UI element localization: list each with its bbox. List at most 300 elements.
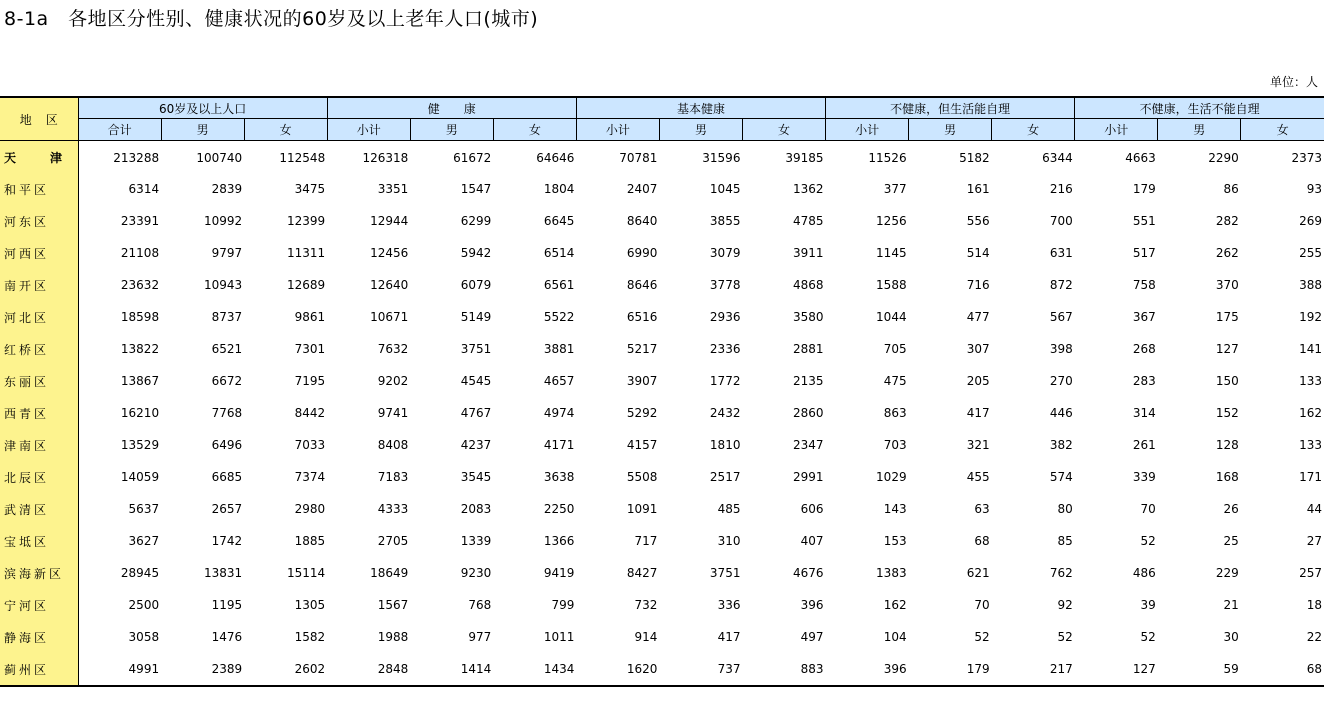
table-row bbox=[0, 269, 1324, 301]
value-cell: 52 bbox=[974, 630, 990, 644]
value-cell: 22 bbox=[1306, 630, 1322, 644]
value-cell: 70 bbox=[1140, 502, 1156, 516]
value-cell: 3855 bbox=[709, 214, 741, 228]
table-row bbox=[0, 301, 1324, 333]
value-cell: 497 bbox=[800, 630, 824, 644]
value-cell: 127 bbox=[1215, 342, 1239, 356]
value-cell: 28945 bbox=[120, 566, 160, 580]
value-cell: 703 bbox=[883, 438, 907, 452]
value-cell: 229 bbox=[1215, 566, 1239, 580]
table-row bbox=[0, 397, 1324, 429]
value-cell: 3881 bbox=[543, 342, 575, 356]
value-cell: 12944 bbox=[370, 214, 409, 228]
value-cell: 1476 bbox=[211, 630, 243, 644]
value-cell: 9797 bbox=[211, 246, 243, 260]
value-cell: 6314 bbox=[128, 182, 160, 196]
value-cell: 2705 bbox=[377, 534, 409, 548]
value-cell: 6514 bbox=[543, 246, 575, 260]
column-subheader: 女 bbox=[1241, 119, 1324, 141]
value-cell: 2250 bbox=[543, 502, 575, 516]
table-row bbox=[0, 173, 1324, 205]
value-cell: 2336 bbox=[709, 342, 741, 356]
value-cell: 6685 bbox=[211, 470, 243, 484]
value-cell: 12399 bbox=[287, 214, 326, 228]
value-cell: 2290 bbox=[1208, 150, 1239, 165]
value-cell: 13822 bbox=[120, 342, 160, 356]
value-cell: 80 bbox=[1057, 502, 1073, 516]
value-cell: 2347 bbox=[793, 438, 824, 452]
value-cell: 10943 bbox=[203, 278, 243, 292]
region-cell: 津南区 bbox=[0, 429, 78, 461]
value-cell: 152 bbox=[1215, 406, 1239, 420]
value-cell: 13831 bbox=[203, 566, 243, 580]
value-cell: 59 bbox=[1223, 662, 1239, 676]
value-cell: 758 bbox=[1132, 278, 1156, 292]
value-cell: 23632 bbox=[120, 278, 160, 292]
value-cell: 161 bbox=[966, 182, 990, 196]
value-cell: 4785 bbox=[793, 214, 824, 228]
value-cell: 417 bbox=[966, 406, 990, 420]
value-cell: 143 bbox=[883, 502, 907, 516]
group-header-unhealthy-self-care: 不健康，但生活能自理 bbox=[826, 97, 1075, 119]
group-header-healthy: 健 康 bbox=[327, 97, 576, 119]
value-cell: 4676 bbox=[793, 566, 824, 580]
value-cell: 133 bbox=[1299, 374, 1322, 388]
region-cell: 河北区 bbox=[0, 301, 78, 333]
value-cell: 153 bbox=[883, 534, 907, 548]
value-cell: 2407 bbox=[626, 182, 658, 196]
value-cell: 4868 bbox=[793, 278, 824, 292]
table-header bbox=[0, 97, 1324, 141]
value-cell: 4657 bbox=[543, 374, 575, 388]
value-cell: 2860 bbox=[793, 406, 824, 420]
value-cell: 5182 bbox=[959, 150, 990, 165]
value-cell: 39185 bbox=[785, 150, 824, 165]
value-cell: 1256 bbox=[876, 214, 907, 228]
value-cell: 5522 bbox=[543, 310, 575, 324]
value-cell: 18 bbox=[1306, 598, 1322, 612]
value-cell: 567 bbox=[1049, 310, 1073, 324]
value-cell: 367 bbox=[1132, 310, 1156, 324]
table-row bbox=[0, 205, 1324, 237]
value-cell: 7195 bbox=[294, 374, 326, 388]
value-cell: 104 bbox=[883, 630, 907, 644]
value-cell: 179 bbox=[1132, 182, 1156, 196]
value-cell: 255 bbox=[1299, 246, 1322, 260]
value-cell: 283 bbox=[1132, 374, 1156, 388]
value-cell: 3751 bbox=[460, 342, 492, 356]
value-cell: 268 bbox=[1132, 342, 1156, 356]
value-cell: 407 bbox=[800, 534, 824, 548]
value-cell: 64646 bbox=[536, 150, 575, 165]
value-cell: 26 bbox=[1223, 502, 1239, 516]
value-cell: 16210 bbox=[120, 406, 160, 420]
value-cell: 18649 bbox=[370, 566, 409, 580]
value-cell: 6299 bbox=[460, 214, 492, 228]
value-cell: 3079 bbox=[709, 246, 741, 260]
table-row bbox=[0, 333, 1324, 365]
value-cell: 5149 bbox=[460, 310, 492, 324]
value-cell: 68 bbox=[974, 534, 990, 548]
value-cell: 10992 bbox=[203, 214, 243, 228]
value-cell: 70 bbox=[974, 598, 990, 612]
region-cell: 河东区 bbox=[0, 205, 78, 237]
value-cell: 3058 bbox=[128, 630, 160, 644]
region-cell: 宝坻区 bbox=[0, 525, 78, 557]
unit-label: 单位：人 bbox=[1269, 75, 1318, 89]
value-cell: 7768 bbox=[211, 406, 243, 420]
value-cell: 396 bbox=[800, 598, 824, 612]
region-cell: 宁河区 bbox=[0, 589, 78, 621]
value-cell: 12689 bbox=[287, 278, 326, 292]
value-cell: 2500 bbox=[128, 598, 160, 612]
value-cell: 2839 bbox=[211, 182, 243, 196]
value-cell: 1885 bbox=[294, 534, 326, 548]
value-cell: 6990 bbox=[626, 246, 658, 260]
table-row bbox=[0, 429, 1324, 461]
value-cell: 205 bbox=[966, 374, 990, 388]
value-cell: 8427 bbox=[626, 566, 658, 580]
region-column-header: 地区 bbox=[0, 97, 78, 141]
value-cell: 6561 bbox=[543, 278, 575, 292]
value-cell: 2432 bbox=[709, 406, 741, 420]
value-cell: 11311 bbox=[287, 246, 326, 260]
value-cell: 2517 bbox=[709, 470, 741, 484]
value-cell: 1339 bbox=[460, 534, 492, 548]
value-cell: 270 bbox=[1049, 374, 1073, 388]
region-cell: 武清区 bbox=[0, 493, 78, 525]
value-cell: 1810 bbox=[709, 438, 741, 452]
column-subheader: 合计 bbox=[78, 119, 161, 141]
value-cell: 8442 bbox=[294, 406, 326, 420]
value-cell: 1145 bbox=[876, 246, 907, 260]
value-cell: 872 bbox=[1049, 278, 1073, 292]
value-cell: 1434 bbox=[543, 662, 575, 676]
value-cell: 6645 bbox=[543, 214, 575, 228]
column-subheader: 女 bbox=[493, 119, 576, 141]
value-cell: 8737 bbox=[211, 310, 243, 324]
table-row bbox=[0, 237, 1324, 269]
value-cell: 8408 bbox=[377, 438, 409, 452]
value-cell: 398 bbox=[1049, 342, 1073, 356]
value-cell: 86 bbox=[1223, 182, 1239, 196]
value-cell: 6344 bbox=[1042, 150, 1073, 165]
value-cell: 10671 bbox=[370, 310, 409, 324]
value-cell: 27 bbox=[1306, 534, 1322, 548]
column-subheader: 女 bbox=[244, 119, 327, 141]
value-cell: 631 bbox=[1049, 246, 1073, 260]
value-cell: 13529 bbox=[120, 438, 160, 452]
value-cell: 339 bbox=[1132, 470, 1156, 484]
value-cell: 762 bbox=[1049, 566, 1073, 580]
value-cell: 606 bbox=[800, 502, 824, 516]
value-cell: 150 bbox=[1215, 374, 1239, 388]
value-cell: 128 bbox=[1215, 438, 1239, 452]
value-cell: 9202 bbox=[377, 374, 409, 388]
value-cell: 1045 bbox=[709, 182, 741, 196]
value-cell: 3580 bbox=[793, 310, 824, 324]
column-subheader: 男 bbox=[659, 119, 742, 141]
table-body bbox=[0, 141, 1324, 687]
region-cell: 红桥区 bbox=[0, 333, 78, 365]
region-cell: 天 津 bbox=[0, 141, 78, 174]
value-cell: 717 bbox=[634, 534, 658, 548]
value-cell: 8646 bbox=[626, 278, 658, 292]
value-cell: 3907 bbox=[626, 374, 658, 388]
value-cell: 551 bbox=[1132, 214, 1156, 228]
value-cell: 2083 bbox=[460, 502, 492, 516]
value-cell: 4663 bbox=[1125, 150, 1156, 165]
value-cell: 3638 bbox=[543, 470, 575, 484]
value-cell: 141 bbox=[1299, 342, 1322, 356]
value-cell: 44 bbox=[1306, 502, 1322, 516]
value-cell: 1988 bbox=[377, 630, 409, 644]
value-cell: 52 bbox=[1057, 630, 1073, 644]
value-cell: 9861 bbox=[294, 310, 326, 324]
table-row bbox=[0, 525, 1324, 557]
column-subheader: 男 bbox=[1158, 119, 1241, 141]
value-cell: 15114 bbox=[287, 566, 326, 580]
value-cell: 4545 bbox=[460, 374, 492, 388]
value-cell: 63 bbox=[974, 502, 990, 516]
value-cell: 21108 bbox=[120, 246, 160, 260]
table-row bbox=[0, 589, 1324, 621]
value-cell: 25 bbox=[1223, 534, 1239, 548]
value-cell: 455 bbox=[966, 470, 990, 484]
value-cell: 517 bbox=[1132, 246, 1156, 260]
value-cell: 768 bbox=[468, 598, 492, 612]
table-row bbox=[0, 365, 1324, 397]
value-cell: 282 bbox=[1215, 214, 1239, 228]
group-header-total: 60岁及以上人口 bbox=[78, 97, 327, 119]
value-cell: 716 bbox=[966, 278, 990, 292]
value-cell: 2881 bbox=[793, 342, 824, 356]
value-cell: 6079 bbox=[460, 278, 492, 292]
value-cell: 3778 bbox=[709, 278, 741, 292]
value-cell: 574 bbox=[1049, 470, 1073, 484]
value-cell: 1742 bbox=[211, 534, 243, 548]
value-cell: 6672 bbox=[211, 374, 243, 388]
region-cell: 滨海新区 bbox=[0, 557, 78, 589]
value-cell: 257 bbox=[1299, 566, 1322, 580]
value-cell: 1091 bbox=[626, 502, 658, 516]
value-cell: 171 bbox=[1299, 470, 1322, 484]
subheader-row bbox=[0, 119, 1324, 141]
column-subheader: 男 bbox=[410, 119, 493, 141]
value-cell: 52 bbox=[1140, 534, 1156, 548]
region-cell: 西青区 bbox=[0, 397, 78, 429]
table-row bbox=[0, 493, 1324, 525]
value-cell: 314 bbox=[1132, 406, 1156, 420]
value-cell: 3627 bbox=[128, 534, 160, 548]
value-cell: 261 bbox=[1132, 438, 1156, 452]
region-cell: 南开区 bbox=[0, 269, 78, 301]
value-cell: 6521 bbox=[211, 342, 243, 356]
value-cell: 7183 bbox=[377, 470, 409, 484]
value-cell: 514 bbox=[966, 246, 990, 260]
value-cell: 133 bbox=[1299, 438, 1322, 452]
region-cell: 和平区 bbox=[0, 173, 78, 205]
value-cell: 3545 bbox=[460, 470, 492, 484]
column-subheader: 小计 bbox=[826, 119, 909, 141]
value-cell: 621 bbox=[966, 566, 990, 580]
value-cell: 388 bbox=[1299, 278, 1322, 292]
value-cell: 23391 bbox=[120, 214, 160, 228]
value-cell: 100740 bbox=[196, 150, 243, 165]
value-cell: 18598 bbox=[120, 310, 160, 324]
value-cell: 5637 bbox=[128, 502, 160, 516]
value-cell: 52 bbox=[1140, 630, 1156, 644]
value-cell: 68 bbox=[1306, 662, 1322, 676]
column-subheader: 男 bbox=[909, 119, 992, 141]
column-subheader: 小计 bbox=[1075, 119, 1158, 141]
table-row bbox=[0, 621, 1324, 653]
value-cell: 914 bbox=[634, 630, 658, 644]
value-cell: 799 bbox=[551, 598, 575, 612]
value-cell: 9741 bbox=[377, 406, 409, 420]
value-cell: 12640 bbox=[370, 278, 409, 292]
value-cell: 556 bbox=[966, 214, 990, 228]
region-cell: 北辰区 bbox=[0, 461, 78, 493]
region-cell: 蓟州区 bbox=[0, 653, 78, 686]
value-cell: 705 bbox=[883, 342, 907, 356]
value-cell: 377 bbox=[883, 182, 907, 196]
value-cell: 8640 bbox=[626, 214, 658, 228]
value-cell: 2373 bbox=[1291, 150, 1322, 165]
value-cell: 269 bbox=[1299, 214, 1322, 228]
region-cell: 河西区 bbox=[0, 237, 78, 269]
value-cell: 485 bbox=[717, 502, 741, 516]
column-subheader: 小计 bbox=[576, 119, 659, 141]
region-cell: 东丽区 bbox=[0, 365, 78, 397]
value-cell: 2602 bbox=[294, 662, 326, 676]
group-header-unhealthy-no-self-care: 不健康，生活不能自理 bbox=[1075, 97, 1324, 119]
value-cell: 93 bbox=[1306, 182, 1322, 196]
value-cell: 1362 bbox=[793, 182, 824, 196]
value-cell: 7301 bbox=[294, 342, 326, 356]
value-cell: 14059 bbox=[120, 470, 160, 484]
value-cell: 417 bbox=[717, 630, 741, 644]
value-cell: 11526 bbox=[868, 150, 907, 165]
value-cell: 1383 bbox=[876, 566, 907, 580]
value-cell: 39 bbox=[1140, 598, 1156, 612]
value-cell: 2991 bbox=[793, 470, 824, 484]
value-cell: 192 bbox=[1299, 310, 1322, 324]
value-cell: 5508 bbox=[626, 470, 658, 484]
table-row bbox=[0, 557, 1324, 589]
table-row bbox=[0, 141, 1324, 174]
column-subheader: 男 bbox=[161, 119, 244, 141]
value-cell: 168 bbox=[1215, 470, 1239, 484]
value-cell: 477 bbox=[966, 310, 990, 324]
region-cell: 静海区 bbox=[0, 621, 78, 653]
value-cell: 9230 bbox=[460, 566, 492, 580]
value-cell: 1804 bbox=[543, 182, 575, 196]
value-cell: 4974 bbox=[543, 406, 575, 420]
value-cell: 307 bbox=[966, 342, 990, 356]
value-cell: 486 bbox=[1132, 566, 1156, 580]
value-cell: 21 bbox=[1223, 598, 1239, 612]
value-cell: 1029 bbox=[876, 470, 907, 484]
page-title: 8-1a 各地区分性别、健康状况的60岁及以上老年人口(城市) bbox=[4, 8, 539, 30]
value-cell: 370 bbox=[1215, 278, 1239, 292]
value-cell: 61672 bbox=[453, 150, 492, 165]
value-cell: 4157 bbox=[626, 438, 658, 452]
value-cell: 127 bbox=[1132, 662, 1156, 676]
value-cell: 336 bbox=[717, 598, 741, 612]
value-cell: 112548 bbox=[279, 150, 326, 165]
value-cell: 3751 bbox=[709, 566, 741, 580]
value-cell: 30 bbox=[1223, 630, 1239, 644]
value-cell: 2980 bbox=[294, 502, 326, 516]
value-cell: 2657 bbox=[211, 502, 243, 516]
value-cell: 5942 bbox=[460, 246, 492, 260]
value-cell: 126318 bbox=[362, 150, 409, 165]
value-cell: 1305 bbox=[294, 598, 326, 612]
value-cell: 216 bbox=[1049, 182, 1073, 196]
value-cell: 5217 bbox=[626, 342, 658, 356]
population-table bbox=[0, 96, 1324, 687]
column-subheader: 女 bbox=[992, 119, 1075, 141]
value-cell: 2848 bbox=[377, 662, 409, 676]
value-cell: 382 bbox=[1049, 438, 1073, 452]
value-cell: 1195 bbox=[211, 598, 243, 612]
value-cell: 1414 bbox=[460, 662, 492, 676]
value-cell: 883 bbox=[800, 662, 824, 676]
value-cell: 6516 bbox=[626, 310, 658, 324]
value-cell: 5292 bbox=[626, 406, 658, 420]
value-cell: 1620 bbox=[626, 662, 658, 676]
value-cell: 977 bbox=[468, 630, 492, 644]
value-cell: 1366 bbox=[543, 534, 575, 548]
value-cell: 446 bbox=[1049, 406, 1073, 420]
value-cell: 475 bbox=[883, 374, 907, 388]
value-cell: 7033 bbox=[294, 438, 326, 452]
column-subheader: 小计 bbox=[327, 119, 410, 141]
value-cell: 321 bbox=[966, 438, 990, 452]
value-cell: 4237 bbox=[460, 438, 492, 452]
value-cell: 4171 bbox=[543, 438, 575, 452]
value-cell: 2135 bbox=[793, 374, 824, 388]
value-cell: 3475 bbox=[294, 182, 326, 196]
value-cell: 3911 bbox=[793, 246, 824, 260]
value-cell: 12456 bbox=[370, 246, 409, 260]
value-cell: 6496 bbox=[211, 438, 243, 452]
value-cell: 737 bbox=[717, 662, 741, 676]
value-cell: 7374 bbox=[294, 470, 326, 484]
value-cell: 732 bbox=[634, 598, 658, 612]
column-subheader: 女 bbox=[742, 119, 825, 141]
value-cell: 85 bbox=[1057, 534, 1073, 548]
value-cell: 396 bbox=[883, 662, 907, 676]
value-cell: 9419 bbox=[543, 566, 575, 580]
value-cell: 4333 bbox=[377, 502, 409, 516]
value-cell: 213288 bbox=[113, 150, 160, 165]
group-header-basically-healthy: 基本健康 bbox=[576, 97, 825, 119]
value-cell: 217 bbox=[1049, 662, 1073, 676]
value-cell: 3351 bbox=[377, 182, 409, 196]
value-cell: 92 bbox=[1057, 598, 1073, 612]
value-cell: 1582 bbox=[294, 630, 326, 644]
value-cell: 13867 bbox=[120, 374, 160, 388]
value-cell: 179 bbox=[966, 662, 990, 676]
value-cell: 7632 bbox=[377, 342, 409, 356]
value-cell: 1772 bbox=[709, 374, 741, 388]
value-cell: 70781 bbox=[619, 150, 658, 165]
value-cell: 4767 bbox=[460, 406, 492, 420]
value-cell: 1567 bbox=[377, 598, 409, 612]
table-row bbox=[0, 461, 1324, 493]
